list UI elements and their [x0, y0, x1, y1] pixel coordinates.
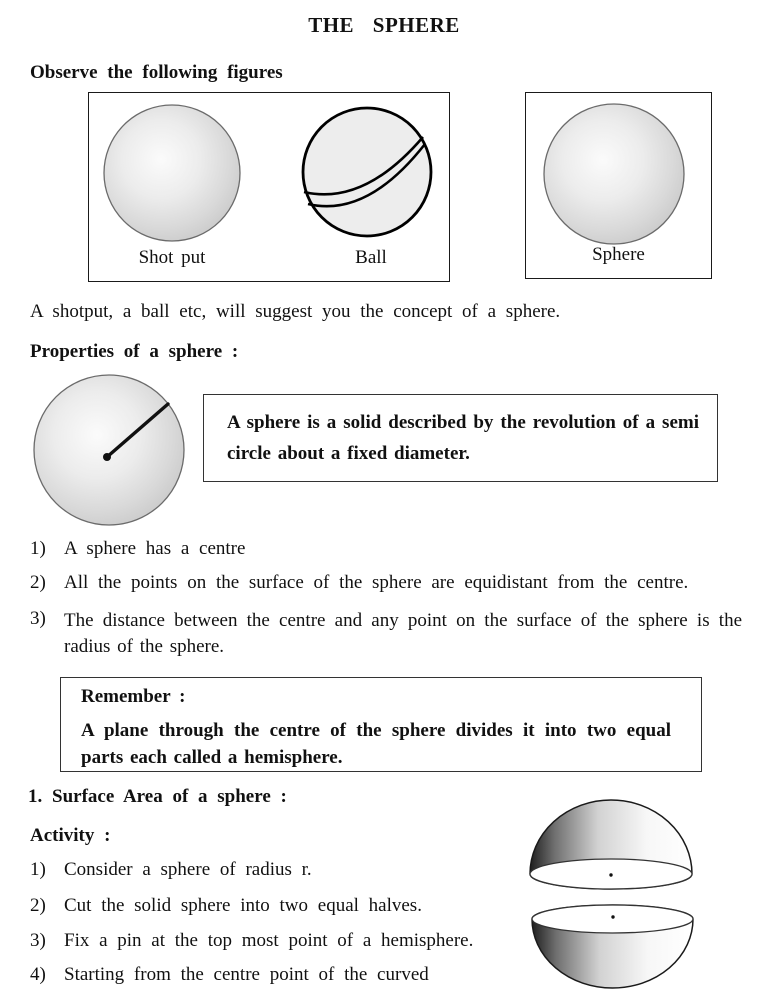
bottom-hemisphere-flat-face	[532, 905, 693, 933]
properties-circle	[34, 375, 184, 525]
page-title: THE SPHERE	[308, 13, 460, 37]
definition-box	[203, 394, 718, 482]
hemispheres-illustration	[520, 792, 705, 998]
list-item-number: 2)	[30, 895, 46, 916]
list-item-number: 2)	[30, 572, 46, 593]
shot-put-sphere	[104, 105, 240, 241]
ball-circle	[303, 108, 431, 236]
list-item-text: All the points on the surface of the sphere are equidistant from the centre.	[64, 572, 689, 593]
remember-text: A plane through the centre of the sphere divides it into two equal parts each called a hemisphere.	[81, 720, 671, 768]
figure-label-shot-put: Shot put	[138, 247, 206, 268]
intro-text: A shotput, a ball etc, will suggest you the concept of a sphere.	[30, 301, 561, 322]
figures-box-sphere	[525, 92, 712, 279]
remember-box	[60, 677, 702, 772]
surface-area-heading: 1. Surface Area of a sphere :	[28, 786, 287, 807]
sphere-circle	[544, 104, 684, 244]
list-item-text: A sphere has a centre	[64, 538, 246, 559]
list-item-text: Cut the solid sphere into two equal halves.	[64, 895, 422, 916]
remember-heading: Remember :	[81, 686, 186, 707]
list-item-number: 1)	[30, 859, 46, 880]
list-item-text: Starting from the centre point of the curved	[64, 964, 429, 985]
radius-circle-illustration	[30, 371, 190, 531]
centre-dot	[103, 453, 111, 461]
figure-label-sphere: Sphere	[592, 244, 645, 265]
list-item-number: 3)	[30, 930, 46, 951]
observe-heading: Observe the following figures	[30, 62, 283, 83]
list-item-number: 1)	[30, 538, 46, 559]
list-item-text: Consider a sphere of radius r.	[64, 859, 312, 880]
figure-label-ball: Ball	[355, 247, 387, 268]
list-item-number: 4)	[30, 964, 46, 985]
top-hemisphere-centre-dot	[609, 873, 612, 876]
list-item-text: Fix a pin at the top most point of a hemisphere.	[64, 930, 474, 951]
bottom-hemisphere-centre-dot	[611, 915, 614, 918]
figures-box-shotput-ball	[88, 92, 450, 282]
list-item-number: 3)	[30, 608, 46, 629]
properties-heading: Properties of a sphere :	[30, 341, 239, 362]
activity-heading: Activity :	[30, 825, 111, 846]
list-item-text: The distance between the centre and any point on the surface of the sphere is the radius of the sphere.	[64, 610, 742, 657]
definition-text: A sphere is a solid described by the revolution of a semi circle about a fixed diameter.	[227, 412, 699, 464]
